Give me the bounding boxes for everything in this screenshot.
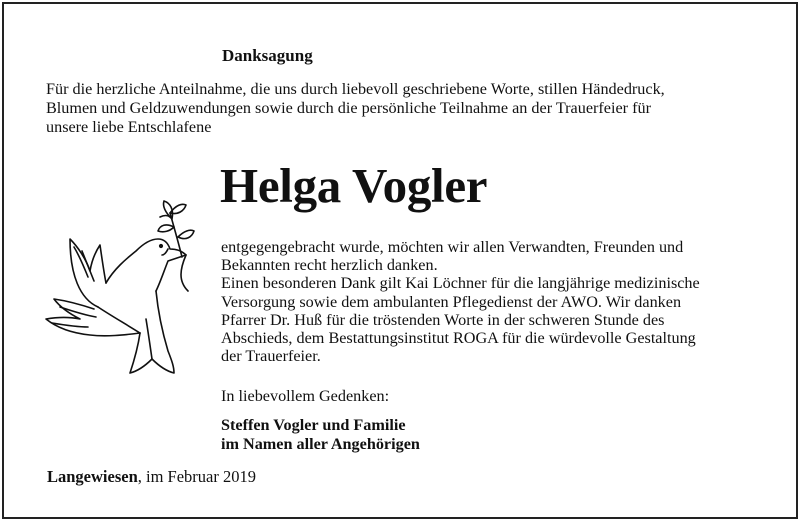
thanks-line: entgegengebracht wurde, möchten wir allen Verwandten, Freunden und: [221, 238, 684, 256]
closing-phrase: In liebevollem Gedenken:: [221, 387, 390, 405]
thanks-line: Bekannten recht herzlich danken.: [221, 256, 438, 275]
thanks-line: Abschieds, dem Bestattungsinstitut ROGA für die würdevolle Gestaltung: [221, 329, 696, 348]
dove-with-branch-icon: [40, 195, 200, 380]
intro-line: Blumen und Geldzuwendungen sowie durch die persönliche Teilnahme an der Trauerfeier für: [46, 99, 651, 117]
thanks-line: Einen besonderen Dank gilt Kai Löchner für die langjährige medizinische: [221, 274, 700, 293]
notice-heading: Danksagung: [222, 46, 313, 65]
place-date: [47, 467, 256, 487]
signers: [221, 416, 420, 453]
thanks-line: Pfarrer Dr. Huß für die tröstenden Worte in der schweren Stunde des: [221, 310, 665, 329]
thanks-paragraph: [221, 238, 781, 365]
thanks-line: der Trauerfeier.: [221, 347, 321, 366]
place-name: Langewiesen: [47, 467, 138, 486]
signer-line: Steffen Vogler und Familie: [221, 416, 406, 434]
intro-line: Für die herzliche Anteilnahme, die uns durch liebevoll geschriebene Worte, stillen Händedruck,: [46, 80, 665, 98]
thanks-line: Versorgung sowie dem ambulanten Pflegedienst der AWO. Wir danken: [221, 292, 682, 311]
date-text: , im Februar 2019: [137, 467, 256, 486]
intro-line: unsere liebe Entschlafene: [46, 118, 212, 136]
deceased-name: Helga Vogler: [220, 158, 488, 213]
intro-paragraph: [46, 80, 766, 137]
signer-line: im Namen aller Angehörigen: [221, 434, 420, 453]
